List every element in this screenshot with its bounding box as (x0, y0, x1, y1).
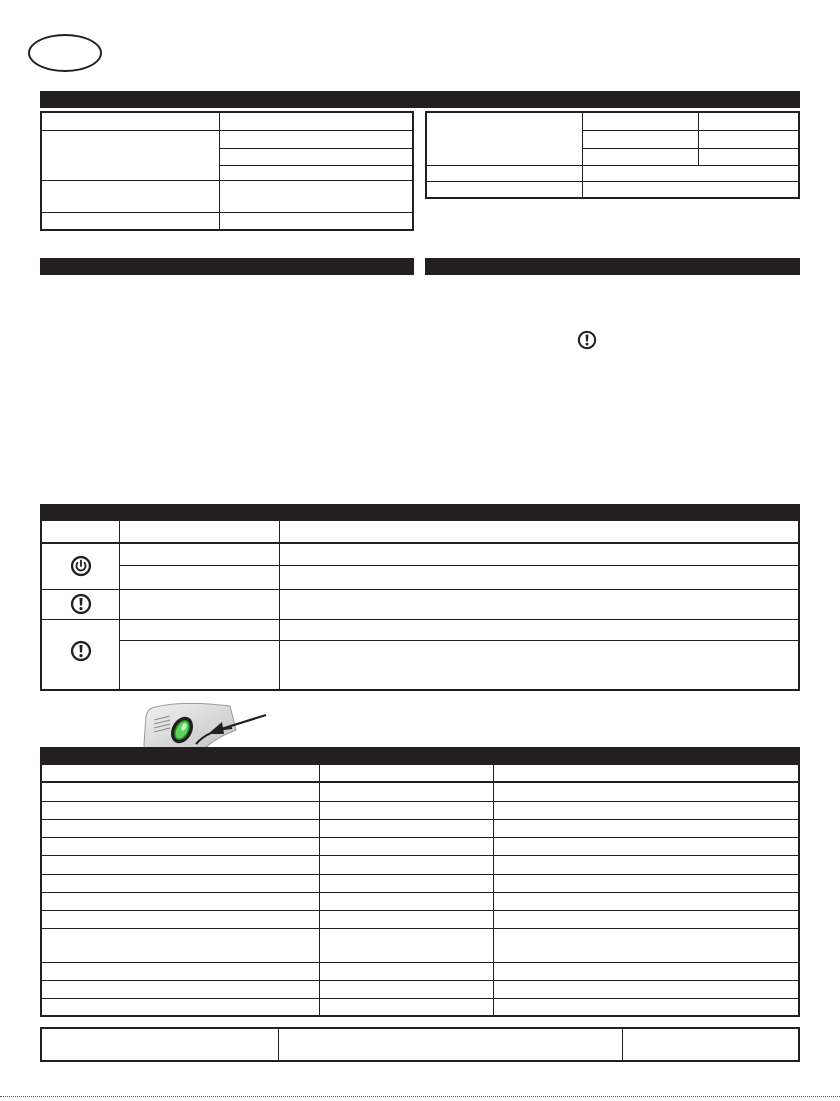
page-bottom-edge (0, 1096, 840, 1097)
warning-icon (70, 593, 92, 615)
power-icon (70, 555, 92, 577)
footer-box (40, 1027, 800, 1062)
indicator-table-header-bar (40, 504, 800, 519)
language-badge (28, 34, 102, 72)
spec-table-left (40, 111, 414, 231)
warning-icon (70, 640, 92, 662)
specs-header-bar (40, 91, 800, 108)
troubleshooting-table (40, 763, 800, 1017)
inline-warning-icon (577, 330, 597, 350)
pointer-arrow-icon (200, 712, 270, 742)
spec-table-right (425, 111, 800, 199)
left-section-header-bar (40, 258, 414, 275)
right-section-header-bar (425, 258, 800, 275)
indicator-table (40, 519, 800, 691)
troubleshooting-header-bar (40, 747, 800, 763)
